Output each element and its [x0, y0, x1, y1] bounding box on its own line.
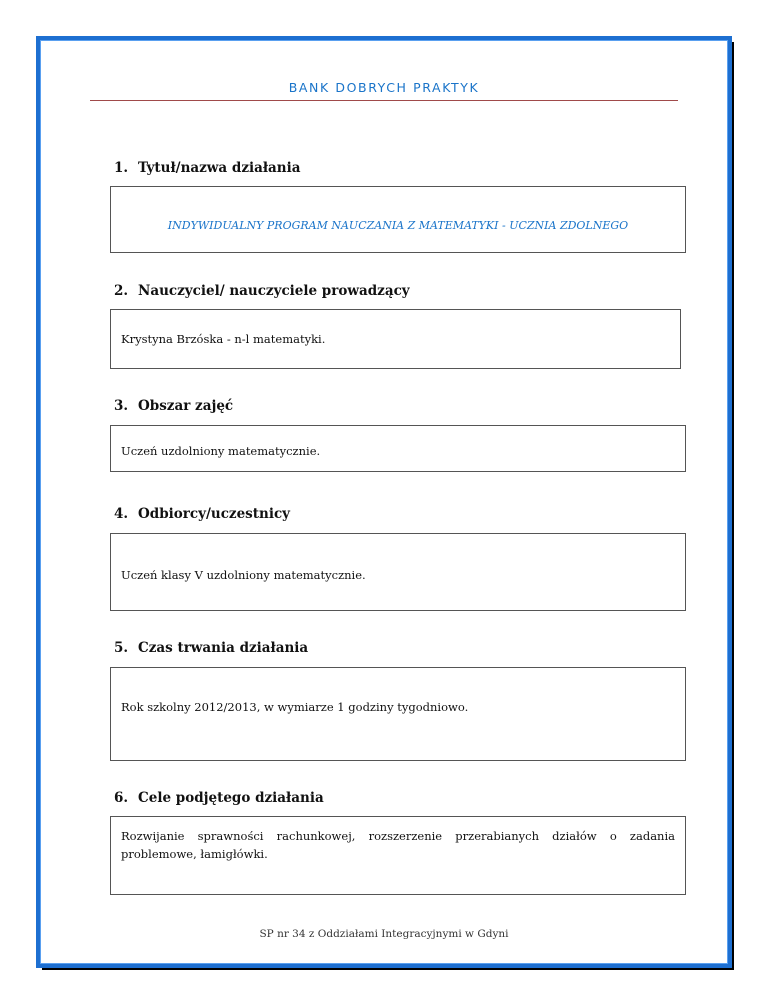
- section-6-number: 6.: [114, 790, 129, 806]
- section-2-box: [110, 309, 681, 369]
- section-4-title: Odbiorcy/uczestnicy: [138, 506, 291, 522]
- section-4-number: 4.: [114, 506, 129, 522]
- section-6-box: [110, 816, 686, 895]
- section-5-heading: [114, 640, 308, 656]
- section-4-box: [110, 533, 686, 611]
- section-1-title: Tytuł/nazwa działania: [138, 160, 301, 176]
- section-2-number: 2.: [114, 283, 129, 299]
- section-1-number: 1.: [114, 160, 129, 176]
- section-3-title: Obszar zajęć: [138, 398, 234, 414]
- section-6-heading: [114, 790, 324, 806]
- section-2-title: Nauczyciel/ nauczyciele prowadzący: [138, 283, 410, 299]
- header-divider: [90, 100, 678, 101]
- section-1-heading: [114, 160, 301, 176]
- section-5-number: 5.: [114, 640, 129, 656]
- section-4-content: Uczeń klasy V uzdolniony matematycznie.: [121, 568, 366, 582]
- section-1-box: [110, 186, 686, 253]
- section-4-heading: [114, 506, 290, 522]
- section-5-box: [110, 667, 686, 761]
- section-5-content: Rok szkolny 2012/2013, w wymiarze 1 godziny tygodniowo.: [121, 700, 469, 714]
- section-6-content: Rozwijanie sprawności rachunkowej, rozszerzenie przerabianych działów o zadania problemowe, łamigłówki.: [121, 829, 675, 861]
- section-3-number: 3.: [114, 398, 129, 414]
- section-3-heading: [114, 398, 233, 414]
- section-2-heading: [114, 283, 410, 299]
- page-footer: SP nr 34 z Oddziałami Integracyjnymi w Gdyni: [259, 928, 509, 940]
- section-6-title: Cele podjętego działania: [138, 790, 324, 806]
- section-3-content: Uczeń uzdolniony matematycznie.: [121, 444, 321, 458]
- page-header-title: BANK DOBRYCH PRAKTYK: [288, 80, 480, 95]
- section-1-content: INDYWIDUALNY PROGRAM NAUCZANIA Z MATEMATYKI - UCZNIA ZDOLNEGO: [167, 219, 629, 232]
- section-5-title: Czas trwania działania: [138, 640, 309, 656]
- section-3-box: [110, 425, 686, 472]
- section-2-content: Krystyna Brzóska - n-l matematyki.: [121, 332, 326, 346]
